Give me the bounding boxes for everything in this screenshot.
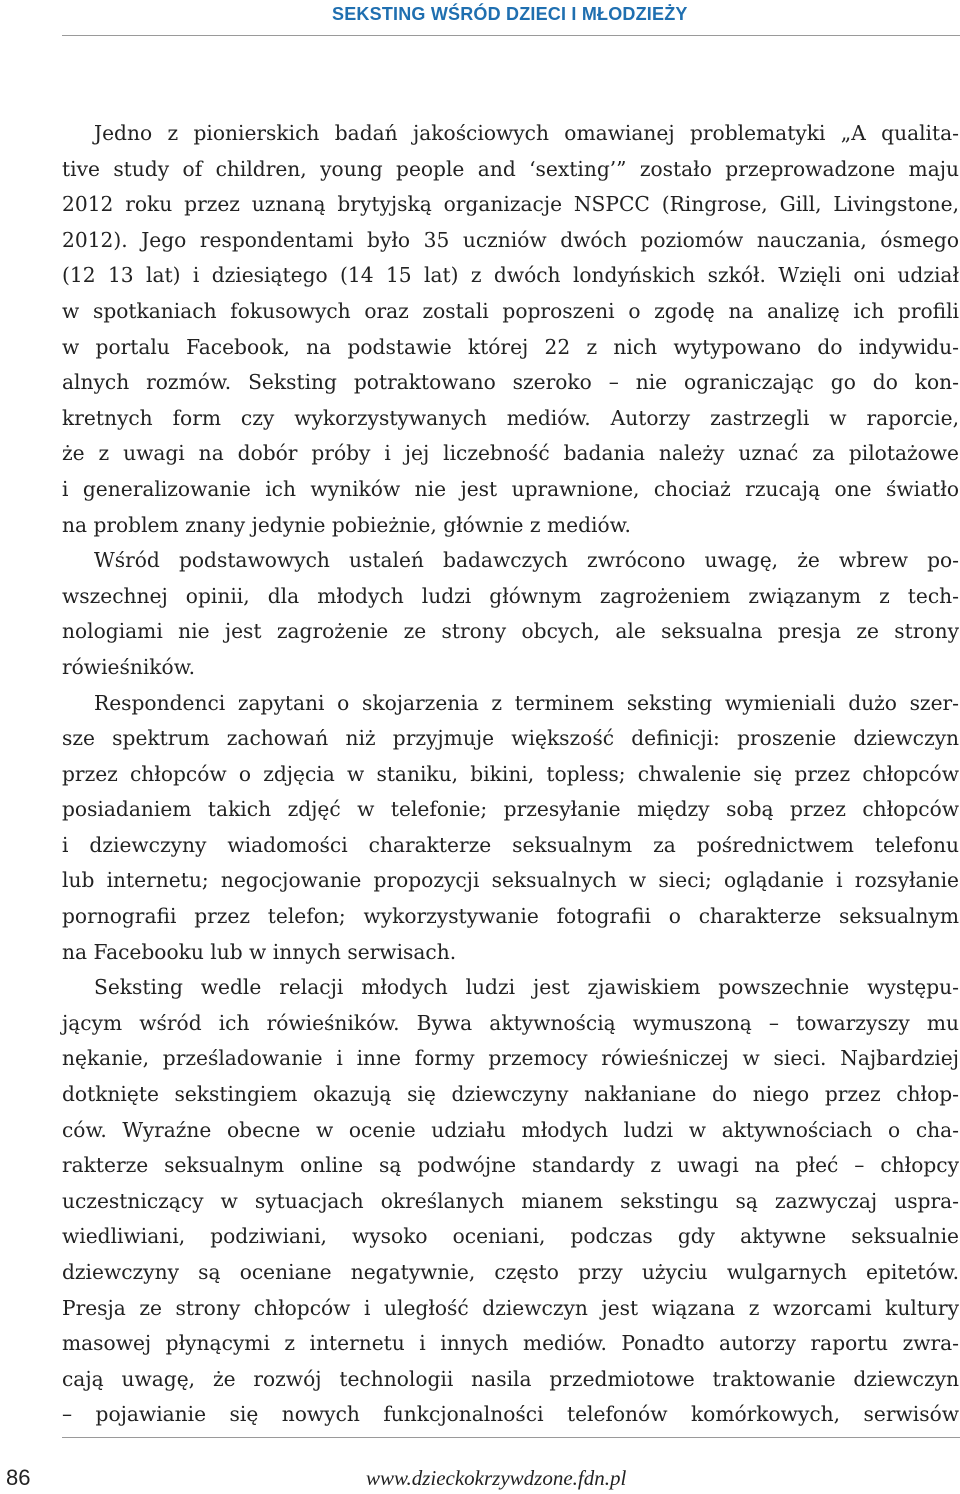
text-line: lub internetu; negocjowanie propozycji seksualnych w sieci; oglądanie i rozsyłanie (62, 868, 959, 893)
page-number: 86 (6, 1465, 31, 1490)
text-line: masowej płynącymi z internetu i innych mediów. Ponadto autorzy raportu zwra- (62, 1331, 959, 1356)
text-line: Presja ze strony chłopców i uległość dziewczyn jest wiązana z wzorcami kultury (62, 1295, 959, 1320)
text-line: posiadaniem takich zdjęć w telefonie; przesyłanie między sobą przez chłopców (62, 797, 959, 822)
text-line: dziewczyny są oceniane negatywnie, często przy użyciu wulgarnych epitetów. (62, 1260, 959, 1284)
text-line: na Facebooku lub w innych serwisach. (62, 939, 457, 964)
text-line: i dziewczyny wiadomości charakterze seksualnym za pośrednictwem telefonu (62, 832, 959, 857)
text-line: wszechnej opinii, dla młodych ludzi głównym zagrożeniem związanym z tech- (62, 583, 959, 608)
text-line: rówieśników. (62, 654, 195, 679)
text-line: kretnych form czy wykorzystywanych mediów. Autorzy zastrzegli w raporcie, (62, 405, 959, 430)
text-line: uczestniczący w sytuacjach określanych mianem sekstingu są zazwyczaj uspra- (62, 1188, 959, 1213)
text-line: jącym wśród ich rówieśników. Bywa aktywnością wymuszoną – towarzyszy mu (62, 1010, 959, 1035)
header-divider (62, 35, 960, 36)
text-line: w portalu Facebook, na podstawie której 22 z nich wytypowano do indywidu- (62, 334, 959, 359)
text-line: tive study of children, young people and ‘sexting’” zostało przeprowadzone maju (62, 156, 959, 181)
text-line: (12 13 lat) i dziesiątego (14 15 lat) z dwóch londyńskich szkół. Wzięli oni udział (62, 263, 959, 288)
text-line: Jedno z pionierskich badań jakościowych omawianej problematyki „A qualita- (94, 121, 959, 145)
text-line: w spotkaniach fokusowych oraz zostali poproszeni o zgodę na analizę ich profili (62, 298, 959, 323)
paragraph (62, 970, 959, 1433)
text-line: 2012). Jego respondentami było 35 uczniów dwóch poziomów nauczania, ósmego (62, 227, 959, 252)
text-line: że z uwagi na dobór próby i jej liczebność badania należy uznać za pilotażowe (62, 441, 959, 466)
text-line: alnych rozmów. Seksting potraktowano szeroko – nie ograniczając go do kon- (62, 370, 959, 395)
text-line: wiedliwiani, podziwiani, wysoko oceniani, podczas gdy aktywne seksualnie (62, 1224, 959, 1249)
footer-url: www.dzieckokrzywdzone.fdn.pl (366, 1466, 627, 1490)
text-line: 2012 roku przez uznaną brytyjską organizacje NSPCC (Ringrose, Gill, Livingstone, (62, 192, 959, 217)
text-line: ców. Wyraźne obecne w ocenie udziału młodych ludzi w aktywnościach o cha- (62, 1117, 959, 1142)
paragraph (62, 116, 959, 543)
text-line: – pojawianie się nowych funkcjonalności telefonów komórkowych, serwisów (62, 1402, 959, 1427)
text-line: Seksting wedle relacji młodych ludzi jest zjawiskiem powszechnie występu- (94, 975, 959, 1000)
text-line: nologiami nie jest zagrożenie ze strony obcych, ale seksualna presja ze strony (62, 619, 959, 644)
paragraph (62, 543, 959, 685)
text-line: cają uwagę, że rozwój technologii nasila przedmiotowe traktowanie dziewczyn (62, 1366, 959, 1391)
text-line: rakterze seksualnym online są podwójne standardy z uwagi na płeć – chłopcy (62, 1153, 959, 1178)
text-line: Wśród podstawowych ustaleń badawczych zwrócono uwagę, że wbrew po- (94, 548, 959, 573)
text-line: przez chłopców o zdjęcia w staniku, bikini, topless; chwalenie się przez chłopców (62, 761, 959, 786)
footer-divider (62, 1437, 960, 1438)
text-line: nękanie, prześladowanie i inne formy przemocy rówieśniczej w sieci. Najbardziej (62, 1046, 959, 1071)
text-line: i generalizowanie ich wyników nie jest uprawnione, chociaż rzucają one światło (62, 476, 959, 501)
text-line: na problem znany jedynie pobieżnie, głównie z mediów. (62, 512, 631, 537)
paragraph (62, 686, 959, 971)
article-body (62, 116, 959, 1433)
text-line: sze spektrum zachowań niż przyjmuje większość definicji: proszenie dziewczyn (62, 726, 959, 751)
text-line: pornografii przez telefon; wykorzystywanie fotografii o charakterze seksualnym (62, 904, 959, 929)
running-header-title: SEKSTING WŚRÓD DZIECI I MŁODZIEŻY (332, 4, 688, 24)
text-line: dotknięte sekstingiem okazują się dziewczyny nakłaniane do niego przez chłop- (62, 1082, 959, 1107)
text-line: Respondenci zapytani o skojarzenia z terminem seksting wymieniali dużo szer- (94, 690, 959, 715)
